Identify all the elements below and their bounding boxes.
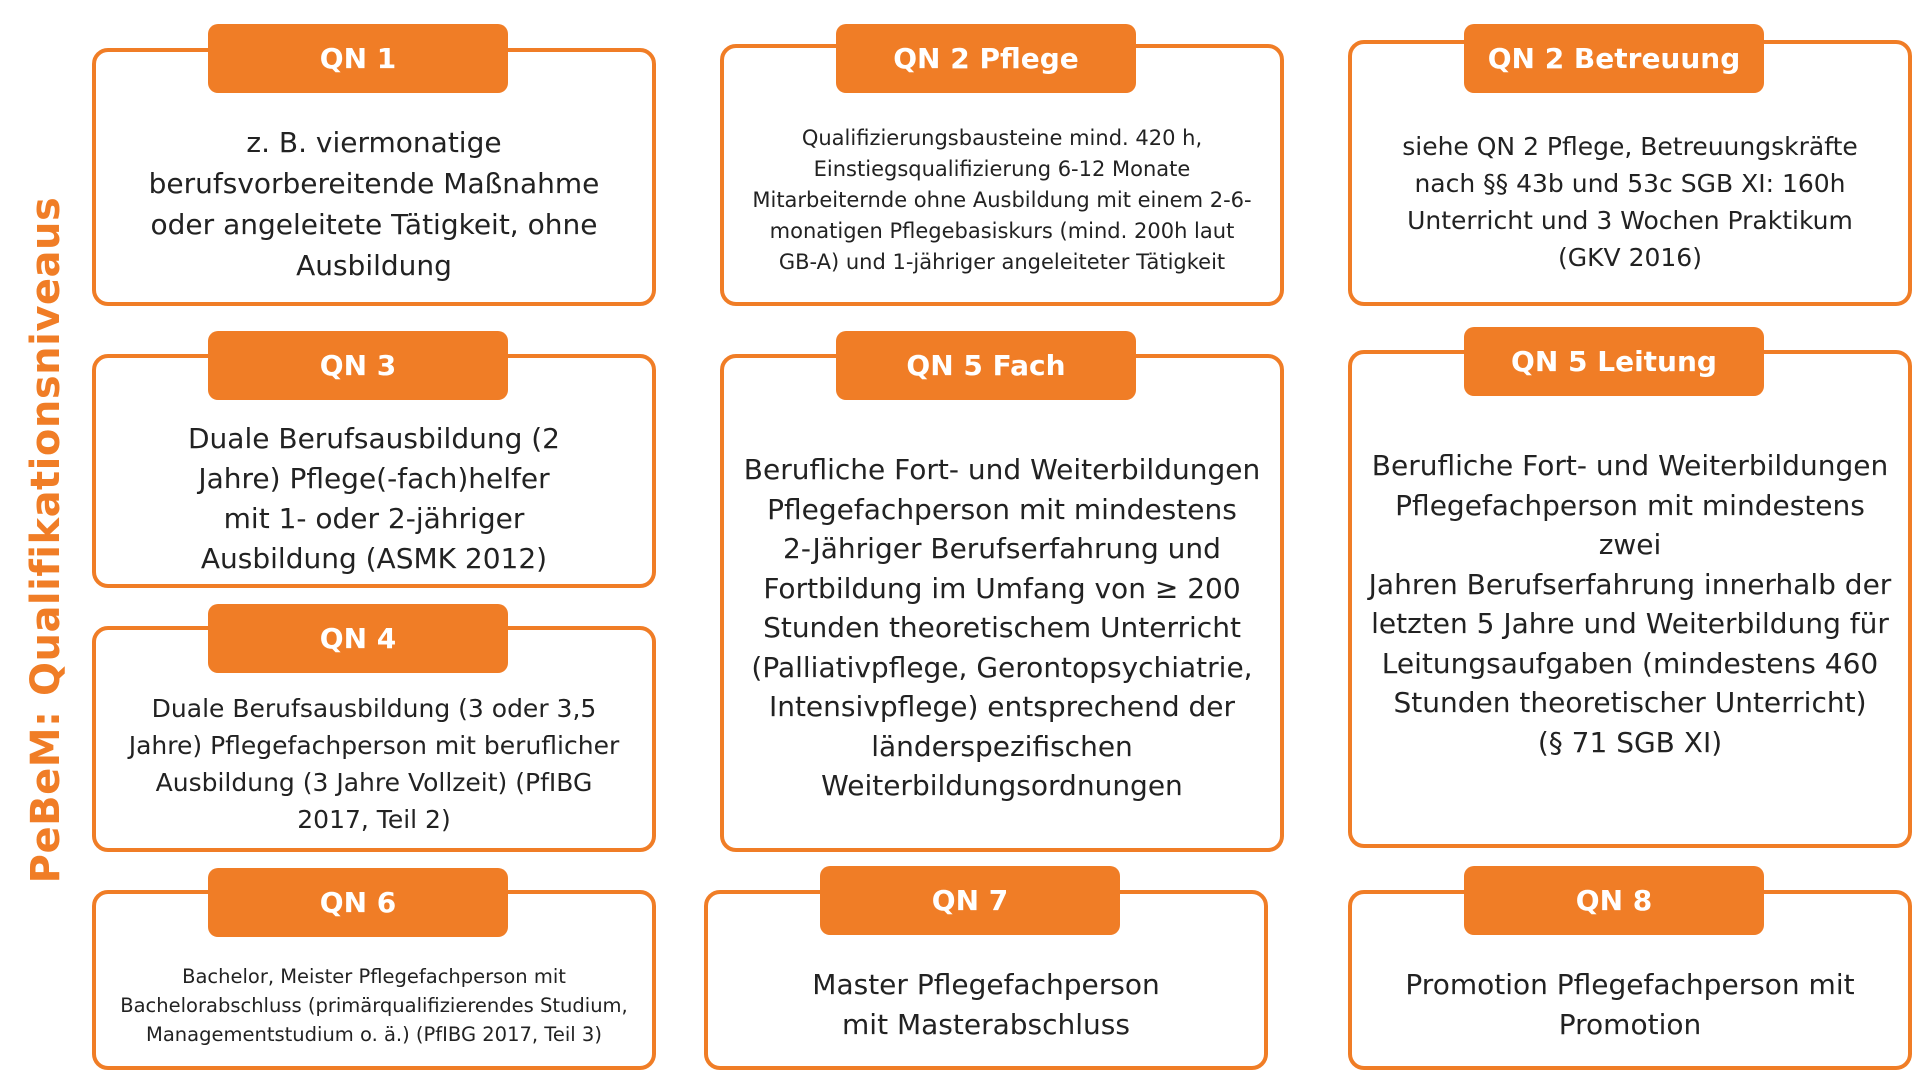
qn2-betreuung-description: siehe QN 2 Pflege, Betreuungskräfte nach §§ 43b und 53c SGB XI: 160h Unterricht und 3 Wochen Praktikum (GKV 2016) xyxy=(1402,132,1858,272)
qn3-description: Duale Berufsausbildung (2 Jahre) Pflege(-fach)helfer mit 1- oder 2-jähriger Ausbildung (ASMK 2012) xyxy=(187,422,560,575)
qn6-label: QN 6 xyxy=(208,868,508,937)
qn2-pflege-label: QN 2 Pflege xyxy=(836,24,1136,93)
qn4-label: QN 4 xyxy=(208,604,508,673)
qn2-betreuung-label: QN 2 Betreuung xyxy=(1464,24,1764,93)
qn1-description: z. B. viermonatige berufsvorbereitende Maßnahme oder angeleitete Tätigkeit, ohne Ausbildung xyxy=(148,126,600,282)
qn6-description: Bachelor, Meister Pflegefachperson mit Bachelorabschluss (primärqualifizierendes Studium, Managementstudium o. ä.) (PfIBG 2017, Teil 3) xyxy=(120,964,628,1046)
qn5-leitung-label: QN 5 Leitung xyxy=(1464,327,1764,396)
qn7-label: QN 7 xyxy=(820,866,1120,935)
qn2-pflege-description: Qualifizierungsbausteine mind. 420 h, Einstiegsqualifizierung 6-12 Monate Mitarbeiternde ohne Ausbildung mit einem 2-6- monatigen Pflegebasiskurs (mind. 200h laut GB-A) und 1-jähriger angeleiteter Tätigkeit xyxy=(752,125,1252,274)
qn5-fach-box xyxy=(720,354,1284,852)
qn8-description: Promotion Pflegefachperson mit Promotion xyxy=(1405,968,1855,1041)
qn4-description: Duale Berufsausbildung (3 oder 3,5 Jahre) Pflegefachperson mit beruflicher Ausbildung (3 Jahre Vollzeit) (PfIBG 2017, Teil 2) xyxy=(128,694,620,834)
qn1-label: QN 1 xyxy=(208,24,508,93)
qn5-fach-description: Berufliche Fort- und Weiterbildungen Pflegefachperson mit mindestens 2-Jähriger Berufserfahrung und Fortbildung im Umfang von ≥ 200 Stunden theoretischem Unterricht (Palliativpflege, Gerontopsychiatrie, Intensivpflege) entsprechend der länderspezifischen Weiterbildungsordnungen xyxy=(743,453,1261,803)
qn8-label: QN 8 xyxy=(1464,866,1764,935)
qn5-fach-label: QN 5 Fach xyxy=(836,331,1136,400)
qn3-label: QN 3 xyxy=(208,331,508,400)
qn7-description: Master Pflegefachperson mit Masterabschluss xyxy=(812,968,1160,1041)
qn5-leitung-box xyxy=(1348,350,1912,848)
diagram-title: PeBeM: Qualifikationsniveaus xyxy=(23,196,69,884)
qn5-leitung-description: Berufliche Fort- und Weiterbildungen Pflegefachperson mit mindestens zwei Jahren Berufserfahrung innerhalb der letzten 5 Jahre und Weiterbildung für Leitungsaufgaben (mindestens 460 Stunden theoretischer Unterricht) (§ 71 SGB XI) xyxy=(1368,449,1892,759)
